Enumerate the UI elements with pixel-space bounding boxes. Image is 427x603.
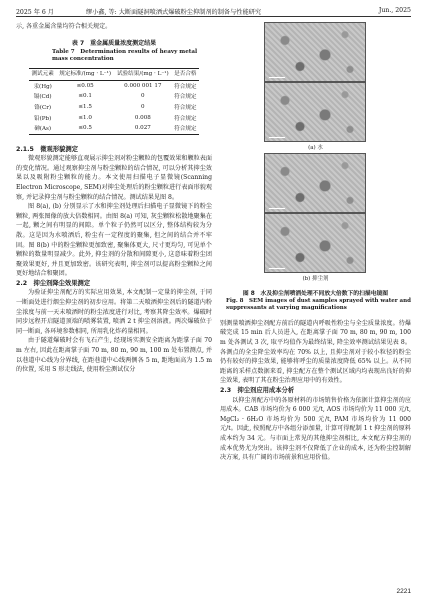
table-cell: ≤0.5 [56,123,114,134]
table-row [29,91,199,102]
sem-image-a2 [264,82,366,142]
sem-image-b1 [264,153,366,213]
header-title: 缪小鑫, 等: 大断面隧洞喷洒式爆破粉尘抑制剂的制备与性能研究 [86,9,262,16]
table-header: 测试元素 [29,68,56,80]
table-cell: ≤1.0 [78,114,92,121]
panel-a-label: (a) 水 [308,145,323,151]
table-cell: ≤0.05 [76,82,94,89]
figure-caption-cn: 图 8 水及抑尘剂喷洒处理不同放大倍数下的扫描电镜图 [242,291,389,297]
table-cell: 符合规定 [174,83,197,90]
table-cell: 0.000 001 17 [124,82,162,89]
table-row [29,102,199,113]
table-cell: 镉(Cd) [33,94,52,101]
figure-8 [220,22,411,284]
table-header: 规定标准/(mg · L⁻¹) [56,68,114,80]
paragraph: 别测量喷洒抑尘剂配方前后的隧道内呼吸性粉尘与全尘质量浓度。待爆破完成 15 min 后人员进入, 在距离掌子面 70 m, 80 m, 90 m, 100 m 处各测试 3 次, 取平均值作为最终结果, 降尘效率测试结果见表 8。各测点的全尘降尘效率均在 70% 以上, 且抑尘剂对于较小粒径的粉尘仍有较好的抑尘效果, 能够将呼尘的质量浓度降低 65% 以上。从不同距离的采样点数据来看, 抑尘配方在整个测试区域内均表现出良好的抑尘效果, 表明了其在粉尘治理应用中的有效性。 [220,319,411,385]
paragraph: 图 8(a), (b) 分别显示了水和抑尘剂处理后扫描电子显微镜下的粉尘颗粒, 两张图像的放大倍数相同。由图 8(a) 可知, 灰尘颗粒松散地聚集在一起, 颗之间有明显的间隙。单个粒子仍然可以区分, 整体结构较为分散。这是因为水喷洒后, 粉尘有一定程度的聚集, 但之间的结合并不牢固。图 8(b) 中的粉尘颗粒更加致密, 聚集体更大, 尺寸更均匀, 可见单个颗粒的数量明显减少。此外, 抑尘剂的分散和间隙更小, 这意味着粉尘团聚效果更好, 并且更加致密。该研究表明, 抑尘剂可以提高粉尘颗粒之间更好地结合和聚团。 [16,203,212,278]
table-cell: 符合规定 [174,94,197,101]
sem-image-b2 [264,213,366,273]
left-column [16,22,212,375]
paragraph: 由于隧道爆破时会有飞石产生, 经现场实测安全距离为距掌子面 70 m 左右, 因此在距离掌子面 70 m, 80 m, 90 m, 100 m 处布置测点, 并以巷道中心线为分界线, 在距巷道中心线两侧各 5 m, 距地面高为 1.5 m 的位置, 采用 S 形走线法, 使用粉尘测试仪分 [16,337,212,374]
figure-caption-en: Fig. 8 SEM images of dust samples sprayed with water and suppressants at varying magnifications [226,298,411,312]
table-cell: 符合规定 [172,123,199,134]
table-cell: 铬(Cr) [34,105,52,112]
table-caption-en: Table 7 Determination results of heavy metal mass concentration [52,48,198,63]
intro-text: 示, 各重金属含量均符合相关规定。 [16,23,112,30]
table-cell: 砷(As) [29,123,56,134]
paragraph: 为验证抑尘剂配方的实际应用效果, 本文配制一定量的抑尘剂, 于同一断面处进行烟尘抑尘剂的初步应用。将第二天喷洒抑尘剂后的隧道内粉尘浓度与前一天未喷洒时的粉尘浓度进行对比, 考察其降尘效率。爆破时同步远程开启隧道顶端的喷雾装置, 喷洒 2 t 抑尘剂溶液。两次爆破位于同一断面, 各环境参数相同, 所用乳化炸药量相同。 [16,289,212,335]
right-column [220,22,411,463]
table-row [29,112,199,123]
table-row [29,123,199,134]
table-cell: 符合规定 [174,115,197,122]
sem-image-a1 [264,22,366,82]
table-cell: 0.008 [134,114,151,121]
table-cell: 0 [141,104,145,111]
table-row [29,80,199,91]
table-cell: 0 [141,93,145,100]
heavy-metal-table [29,68,199,135]
header-rule [16,16,411,17]
paragraph: 微观形貌测定能够直观展示抑尘剂对粉尘颗粒的包覆效果和颗粒表面的变化情况。通过观察抑尘剂与粉尘颗粒的结合情况, 可以分析其抑尘效果以及吸附粉尘颗粒的能力。本文使用扫描电子显微镜(Scanning Electron Microscope, SEM)对抑尘处理后的粉尘颗粒进行表面形貌观察, 并记录抑尘剂与粉尘颗粒的结合情况。测试结果见图 8。 [16,155,212,201]
section-heading-2-1-5: 2.1.5 微观形貌测定 [16,145,79,153]
table-cell: 汞(Hg) [33,83,52,90]
table-cell: 符合规定 [174,105,197,112]
table-cell: 0.027 [114,123,172,134]
panel-b-label: (b) 抑尘剂 [302,276,329,282]
section-heading-2-3: 2.3 抑尘剂应用成本分析 [220,386,295,394]
table-header: 是否合格 [172,68,199,80]
header-date-en: Jun., 2025 [378,7,411,14]
page-number: 2221 [396,588,411,595]
section-heading-2-2: 2.2 抑尘剂降尘效果测定 [16,279,91,287]
table-cell: ≤0.1 [78,93,92,100]
table-cell: ≤1.5 [78,104,92,111]
header-date: 2025 年 6 月 [16,9,54,16]
table-header: 试验结果/(mg · L⁻¹) [114,68,172,80]
table-caption-cn: 表 7 重金属质量浓度测定结果 [71,39,157,47]
paragraph: 以抑尘剂配方中的各原材料的市场销售价格为依据计算抑尘剂的应用成本。CAB 市场均价为 6 000 元/t, AOS 市场均价为 11 000 元/t, MgCl₂ · 6H₂O 市场均价为 500 元/t, PAM 市场均价为 11 000 元/t。因此, 按照配方中各组分添加量, 计算可得配制 1 t 抑尘剂的原料成本约为 34 元。与市面上常见的其他抑尘剂相比, 本文配方抑尘剂的成本优势尤为突出。该抑尘剂不仅降低了企业的成本, 还为粉尘控制解决方案, 具有广阔的市场前景和应用价值。 [220,396,411,462]
table-cell: 铅(Pb) [33,115,52,122]
